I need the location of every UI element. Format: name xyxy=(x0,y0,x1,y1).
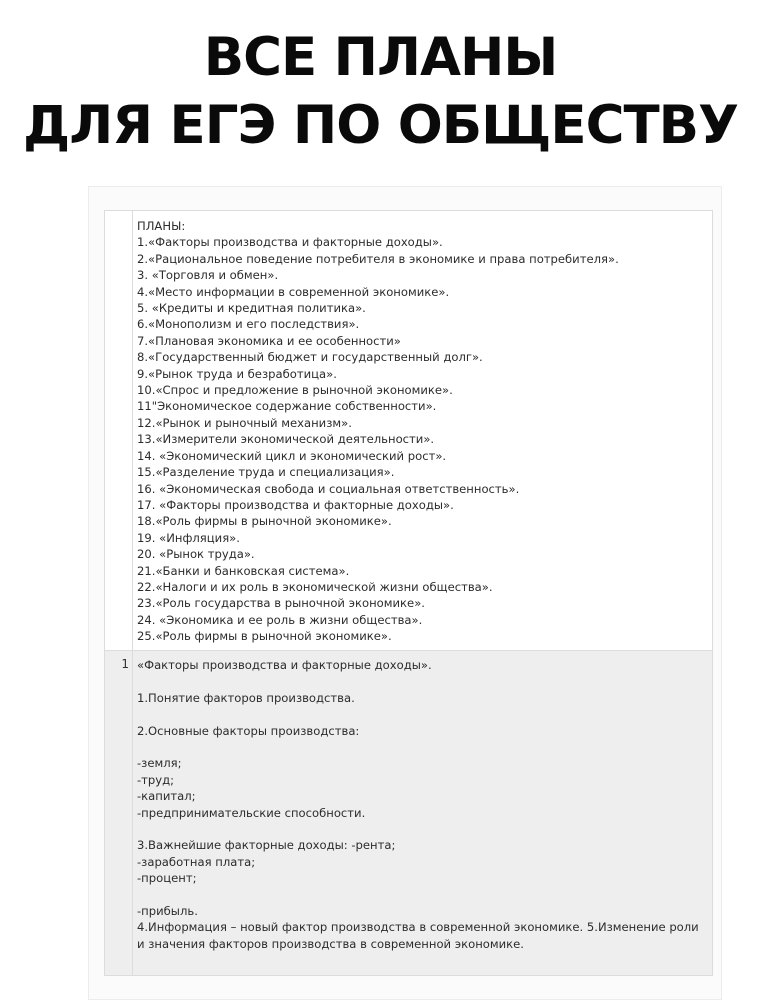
plan-list-item: 10.«Спрос и предложение в рыночной экономике». xyxy=(137,383,453,398)
plan-list-item: 5. «Кредиты и кредитная политика». xyxy=(137,301,366,316)
plan-list-item: 2.«Рациональное поведение потребителя в экономике и права потребителя». xyxy=(137,251,619,266)
plan-list-item: 4.«Место информации в современной экономике». xyxy=(137,284,450,299)
plan-list-item: 20. «Рынок труда». xyxy=(137,547,255,562)
plan-list-item: 1.«Факторы производства и факторные доходы». xyxy=(137,235,443,250)
factor-item: -капитал; xyxy=(137,789,196,804)
plan-1-point-1: 1.Понятие факторов производства. xyxy=(137,690,355,705)
plan-1-point-3: 3.Важнейшие факторные доходы: -рента; xyxy=(137,838,396,853)
plan-list-item: 9.«Рынок труда и безработица». xyxy=(137,366,337,381)
plan-list-item: 12.«Рынок и рыночный механизм». xyxy=(137,415,352,430)
plans-title: ПЛАНЫ: xyxy=(137,219,186,233)
plan-list-item: 24. «Экономика и ее роль в жизни общества». xyxy=(137,612,423,627)
income-item: -процент; xyxy=(137,871,197,886)
factor-item: -труд; xyxy=(137,772,175,787)
heading-line-1: ВСЕ ПЛАНЫ xyxy=(203,27,558,88)
factor-item: -земля; xyxy=(137,756,182,771)
plan-list-item: 7.«Плановая экономика и ее особенности» xyxy=(137,333,401,348)
plans-table xyxy=(104,210,713,976)
plan-1-cell[interactable] xyxy=(137,657,706,952)
plans-items xyxy=(137,234,706,644)
plan-list-item: 15.«Разделение труда и специализация». xyxy=(137,465,395,480)
income-item: -заработная плата; xyxy=(137,854,256,869)
table-row-plan-1 xyxy=(105,651,712,975)
plan-list-item: 8.«Государственный бюджет и государственный долг». xyxy=(137,350,483,365)
plan-list-item: 21.«Банки и банковская система». xyxy=(137,563,350,578)
income-item-profit: -прибыль. xyxy=(137,904,198,919)
plan-1-points-4-5: 4.Информация – новый фактор производства в современной экономике. 5.Изменение роли и значения факторов производства в современной экономике. xyxy=(137,920,699,951)
plan-list-item: 6.«Монополизм и его последствия». xyxy=(137,317,360,332)
plan-list-item: 13.«Измерители экономической деятельности». xyxy=(137,432,435,447)
plan-list-item: 18.«Роль фирмы в рыночной экономике». xyxy=(137,514,392,529)
page-heading xyxy=(0,24,761,160)
plan-list-item: 25.«Роль фирмы в рыночной экономике». xyxy=(137,629,392,644)
plan-list-item: 17. «Факторы производства и факторные доходы». xyxy=(137,497,454,512)
factor-item: -предпринимательские способности. xyxy=(137,805,366,820)
plan-list-item: 3. «Торговля и обмен». xyxy=(137,268,279,283)
heading-line-2: ДЛЯ ЕГЭ ПО ОБЩЕСТВУ xyxy=(23,95,738,156)
table-row-plans-list xyxy=(105,211,712,651)
plan-list-item: 16. «Экономическая свобода и социальная ответственность». xyxy=(137,481,520,496)
plan-1-title: «Факторы производства и факторные доходы». xyxy=(137,658,432,672)
row-number-cell xyxy=(105,651,133,975)
plan-list-item: 14. «Экономический цикл и экономический рост». xyxy=(137,448,447,463)
row-number-cell xyxy=(105,211,133,650)
plan-list-item: 11"Экономическое содержание собственности». xyxy=(137,399,437,414)
plan-list-item: 19. «Инфляция». xyxy=(137,530,240,545)
plan-1-point-2: 2.Основные факторы производства: xyxy=(137,723,360,738)
plan-list-item: 23.«Роль государства в рыночной экономике». xyxy=(137,596,425,611)
row-number: 1 xyxy=(121,657,129,671)
plans-list-cell[interactable] xyxy=(137,218,706,645)
plan-list-item: 22.«Налоги и их роль в экономической жизни общества». xyxy=(137,579,493,594)
